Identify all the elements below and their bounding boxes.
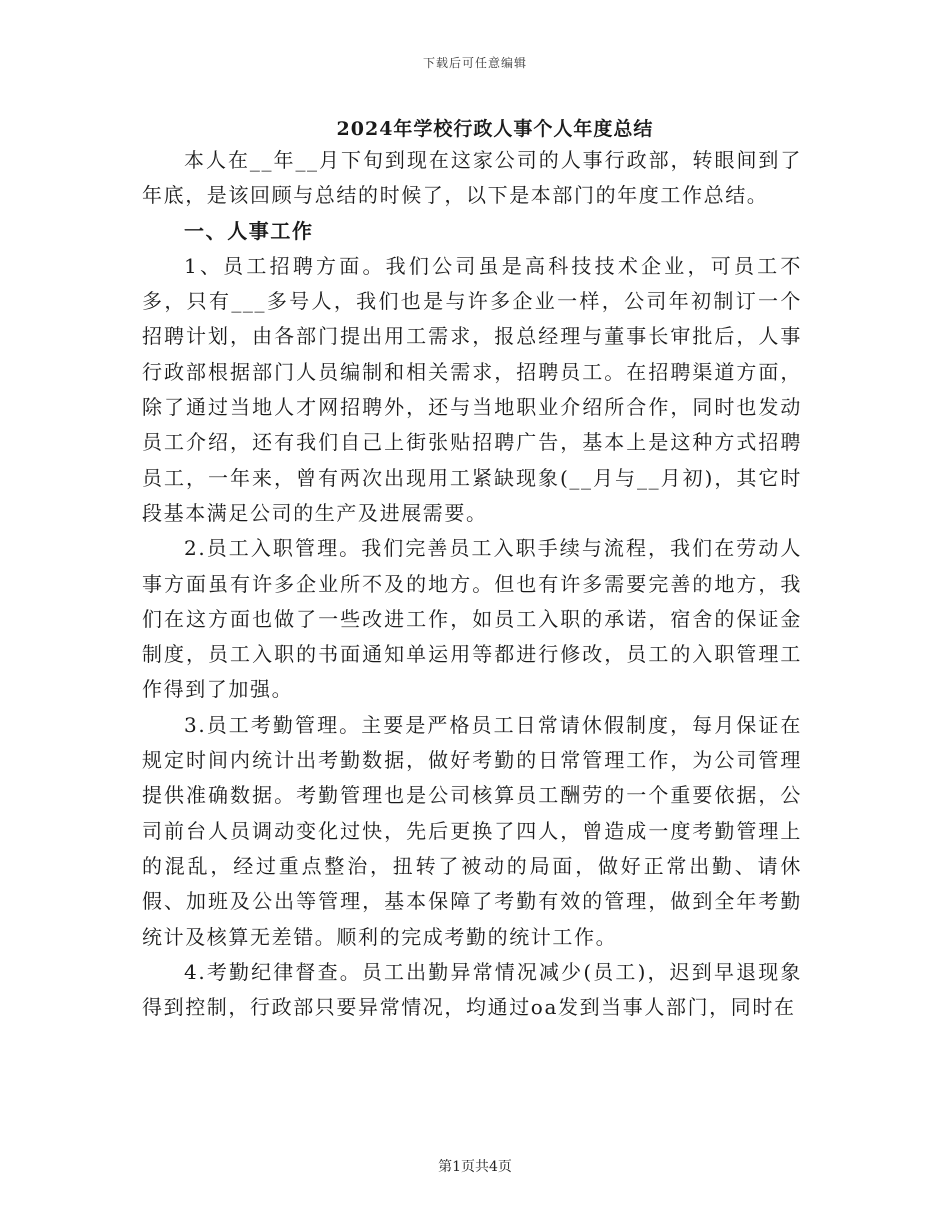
intro-paragraph: 本人在__年__月下旬到现在这家公司的人事行政部，转眼间到了年底，是该回顾与总结的时候了，以下是本部门的年度工作总结。 (142, 148, 802, 208)
document-title: 2024年学校行政人事个人年度总结 (336, 118, 654, 140)
paragraph-onboarding: 2.员工入职管理。我们完善员工入职手续与流程，我们在劳动人事方面虽有许多企业所不及的地方。但也有许多需要完善的地方，我们在这方面也做了一些改进工作，如员工入职的承诺，宿舍的保证金制度，员工入职的书面通知单运用等都进行修改，员工的入职管理工作得到了加强。 (142, 536, 802, 702)
document-body (142, 143, 802, 1025)
paragraph-attendance: 3.员工考勤管理。主要是严格员工日常请休假制度，每月保证在规定时间内统计出考勤数据，做好考勤的日常管理工作，为公司管理提供准确数据。考勤管理也是公司核算员工酬劳的一个重要依据，公司前台人员调动变化过快，先后更换了四人，曾造成一度考勤管理上的混乱，经过重点整治，扭转了被动的局面，做好正常出勤、请休假、加班及公出等管理，基本保障了考勤有效的管理，做到全年考勤统计及核算无差错。顺利的完成考勤的统计工作。 (142, 712, 802, 949)
page-number: 第1页共4页 (438, 1159, 512, 1175)
paragraph-discipline: 4.考勤纪律督查。员工出勤异常情况减少(员工)，迟到早退现象得到控制，行政部只要异常情况，均通过oa发到当事人部门，同时在 (142, 959, 802, 1020)
header-note: 下载后可任意编辑 (422, 56, 527, 70)
paragraph-recruitment: 1、员工招聘方面。我们公司虽是高科技技术企业，可员工不多，只有___多号人，我们也是与许多企业一样，公司年初制订一个招聘计划，由各部门提出用工需求，报总经理与董事长审批后，人事行政部根据部门人员编制和相关需求，招聘员工。在招聘渠道方面，除了通过当地人才网招聘外，还与当地职业介绍所合作，同时也发动员工介绍，还有我们自己上街张贴招聘广告，基本上是这种方式招聘员工，一年来，曾有两次出现用工紧缺现象(__月与__月初)，其它时段基本满足公司的生产及进展需要。 (142, 253, 802, 525)
section-heading: 一、人事工作 (184, 218, 314, 243)
